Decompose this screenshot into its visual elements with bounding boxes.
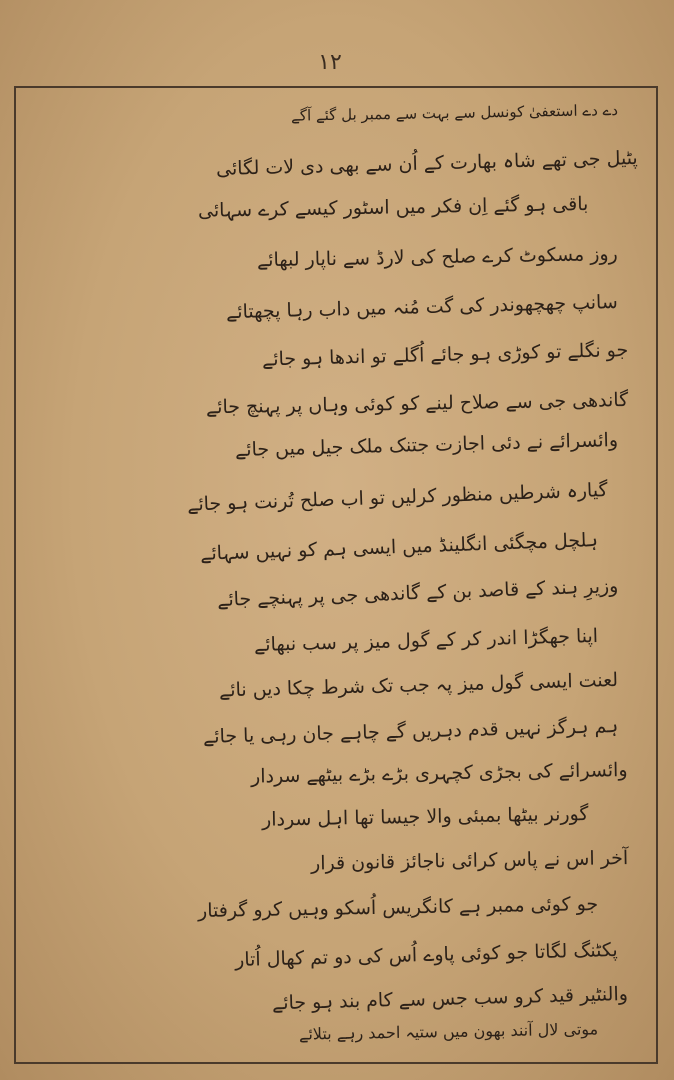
poem-line: پٹیل جی تھے شاہ بھارت کے اُن سے بھی دی لات لگائی (216, 147, 639, 181)
poem-line: گاندھی جی سے صلاح لینے کو کوئی وہاں پر پہنچ جائے (205, 389, 629, 419)
poem-line: گورنر بیٹھا بمبئی والا جیسا تھا اہل سردار (261, 803, 589, 831)
page-number: ۱۲ (318, 50, 342, 75)
poem-line: باقی ہو گئے اِن فکر میں اسٹور کیسے کرے سہائی (197, 193, 589, 222)
poem-line: آخر اس نے پاس کرائی ناجائز قانون قرار (310, 847, 629, 875)
poem-line: روز مسکوٹ کرے صلح کی لارڈ سے ناپار لبھائے (257, 243, 619, 272)
poem-line: وائسرائے کی بجڑی کچہری بڑے بڑے بیٹھے سردار (251, 759, 629, 788)
poem-line: وزیرِ ہند کے قاصد بن کے گاندھی جی پر پہنچے جائے (216, 575, 619, 611)
signature-line: موتی لال آنند بھون میں ستیہ احمد رہے بتلائے (298, 1019, 599, 1044)
poem-line: پکٹنگ لگاتا جو کوئی پاوے اُس کی دو تم کھال اُتار (235, 939, 619, 972)
poem-line: دے دے استعفیٰ کونسل سے بہت سے ممبر بل گئے آگے (290, 101, 619, 125)
poem-text-block (14, 92, 658, 1052)
poem-line: جو کوئی ممبر ہے کانگریس اُسکو وہیں کرو گرفتار (197, 893, 599, 922)
poem-line: لعنت ایسی گول میز پہ جب تک شرط چکا دیں نائے (218, 669, 619, 702)
poem-line: اپنا جھگڑا اندر کر کے گول میز پر سب نبھائے (253, 625, 599, 657)
poem-line: ہلچل مچگئی انگلینڈ میں ایسی ہم کو نہیں سہائے (199, 529, 599, 565)
poem-line: جو نگلے تو کوڑی ہو جائے اُگلے تو اندھا ہو جائے (261, 339, 629, 371)
poem-line: ہم ہرگز نہیں قدم دہریں گے چاہے جان رہی یا جائے (202, 715, 619, 748)
poem-line: گیارہ شرطیں منظور کرلیں تو اب صلح تُرنت ہو جائے (187, 479, 609, 516)
poem-line: سانپ چھچھوندر کی گت مُنہ میں داب رہا پچھتائے (226, 291, 619, 324)
poem-line: والنٹیر قید کرو سب جس سے کام بند ہو جائے (271, 983, 629, 1015)
poem-line: وائسرائے نے دئی اجازت جتنک ملک جیل میں جائے (234, 429, 619, 462)
